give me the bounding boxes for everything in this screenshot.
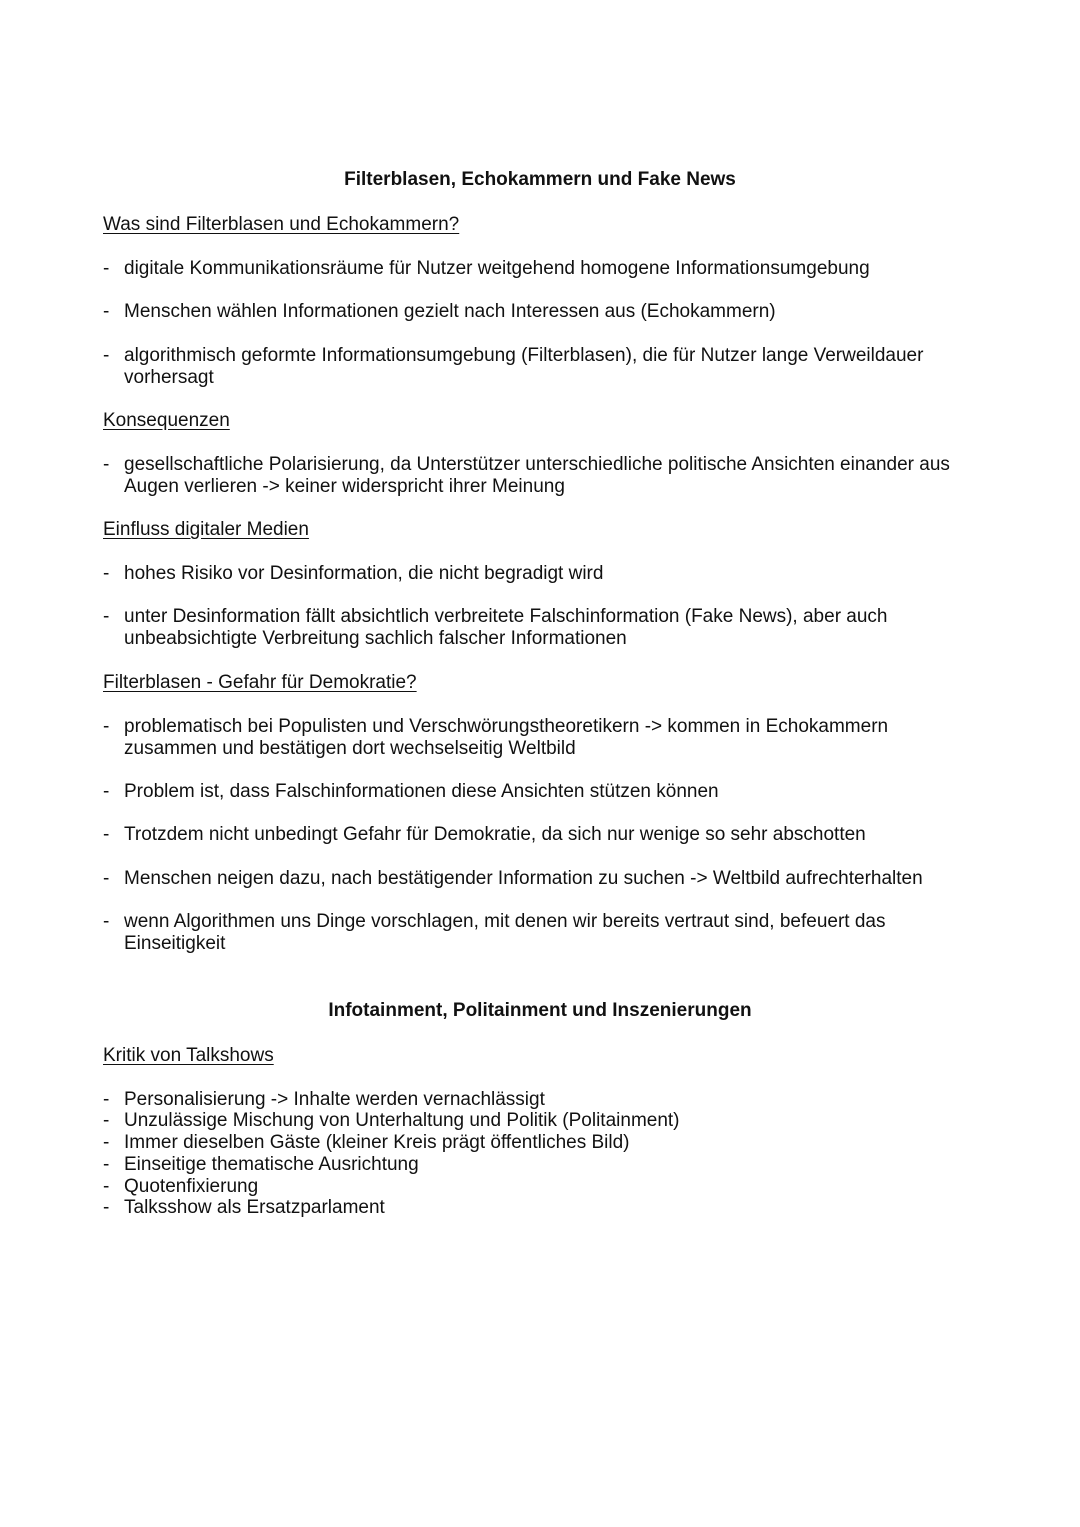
bullet-dash: - <box>103 1197 110 1218</box>
item-text: problematisch bei Populisten und Verschwörungstheoretikern -> kommen in Echokammern zusammen und bestätigen dort wechselseitig Weltbild <box>124 716 889 759</box>
item-text: unter Desinformation fällt absichtlich verbreitete Falschinformation (Fake News), aber auch unbeabsichtigte Verbreitung sachlich falscher Informationen <box>124 606 888 649</box>
list-item <box>103 1089 983 1111</box>
list-item <box>103 1154 983 1176</box>
list-item <box>103 606 983 650</box>
subsection-heading: Konsequenzen <box>103 410 230 431</box>
item-text: wenn Algorithmen uns Dinge vorschlagen, mit denen wir bereits vertraut sind, befeuert das Einseitigkeit <box>124 911 886 954</box>
item-text: Einseitige thematische Ausrichtung <box>124 1154 419 1175</box>
item-text: hohes Risiko vor Desinformation, die nicht begradigt wird <box>124 563 604 584</box>
bullet-dash: - <box>103 454 110 475</box>
item-text: Menschen neigen dazu, nach bestätigender Information zu suchen -> Weltbild aufrechterhalten <box>124 868 923 889</box>
list-item <box>103 1132 983 1154</box>
item-text: Unzulässige Mischung von Unterhaltung und Politik (Politainment) <box>124 1110 680 1131</box>
item-text: Menschen wählen Informationen gezielt nach Interessen aus (Echokammern) <box>124 301 776 322</box>
list-item <box>103 563 983 585</box>
bullet-dash: - <box>103 345 110 366</box>
bullet-dash: - <box>103 781 110 802</box>
list-item <box>103 781 983 803</box>
bullet-dash: - <box>103 1089 110 1110</box>
section-title: Infotainment, Politainment und Inszenierungen <box>328 1000 752 1021</box>
bullet-dash: - <box>103 824 110 845</box>
list-item <box>103 824 983 846</box>
bullet-dash: - <box>103 716 110 737</box>
list-item <box>103 1110 983 1132</box>
list-item <box>103 454 983 498</box>
bullet-dash: - <box>103 868 110 889</box>
list-item <box>103 301 983 323</box>
bullet-dash: - <box>103 301 110 322</box>
item-text: algorithmisch geformte Informationsumgebung (Filterblasen), die für Nutzer lange Verweildauer vorhersagt <box>124 345 924 388</box>
bullet-dash: - <box>103 1154 110 1175</box>
item-text: Problem ist, dass Falschinformationen diese Ansichten stützen können <box>124 781 719 802</box>
bullet-dash: - <box>103 1176 110 1197</box>
item-text: Quotenfixierung <box>124 1176 259 1197</box>
subsection-heading: Einfluss digitaler Medien <box>103 519 309 540</box>
list-item <box>103 258 983 280</box>
subsection-heading: Was sind Filterblasen und Echokammern? <box>103 214 460 235</box>
list-item <box>103 911 983 955</box>
subsection-heading: Filterblasen - Gefahr für Demokratie? <box>103 672 417 693</box>
subsection-heading: Kritik von Talkshows <box>103 1045 274 1066</box>
item-text: Trotzdem nicht unbedingt Gefahr für Demokratie, da sich nur wenige so sehr abschotten <box>124 824 866 845</box>
item-text: Talksshow als Ersatzparlament <box>124 1197 385 1218</box>
list-item <box>103 716 983 760</box>
list-item <box>103 345 983 389</box>
item-text: Personalisierung -> Inhalte werden vernachlässigt <box>124 1089 545 1110</box>
list-item <box>103 1176 983 1198</box>
bullet-dash: - <box>103 911 110 932</box>
item-text: digitale Kommunikationsräume für Nutzer weitgehend homogene Informationsumgebung <box>124 258 870 279</box>
bullet-dash: - <box>103 1132 110 1153</box>
bullet-dash: - <box>103 563 110 584</box>
list-item <box>103 868 983 890</box>
section-title: Filterblasen, Echokammern und Fake News <box>344 169 736 190</box>
bullet-dash: - <box>103 258 110 279</box>
list-item <box>103 1197 983 1219</box>
bullet-dash: - <box>103 1110 110 1131</box>
item-text: Immer dieselben Gäste (kleiner Kreis prägt öffentliches Bild) <box>124 1132 630 1153</box>
item-text: gesellschaftliche Polarisierung, da Unterstützer unterschiedliche politische Ansichten einander aus Augen verlieren -> keiner widerspricht ihrer Meinung <box>124 454 950 497</box>
bullet-dash: - <box>103 606 110 627</box>
